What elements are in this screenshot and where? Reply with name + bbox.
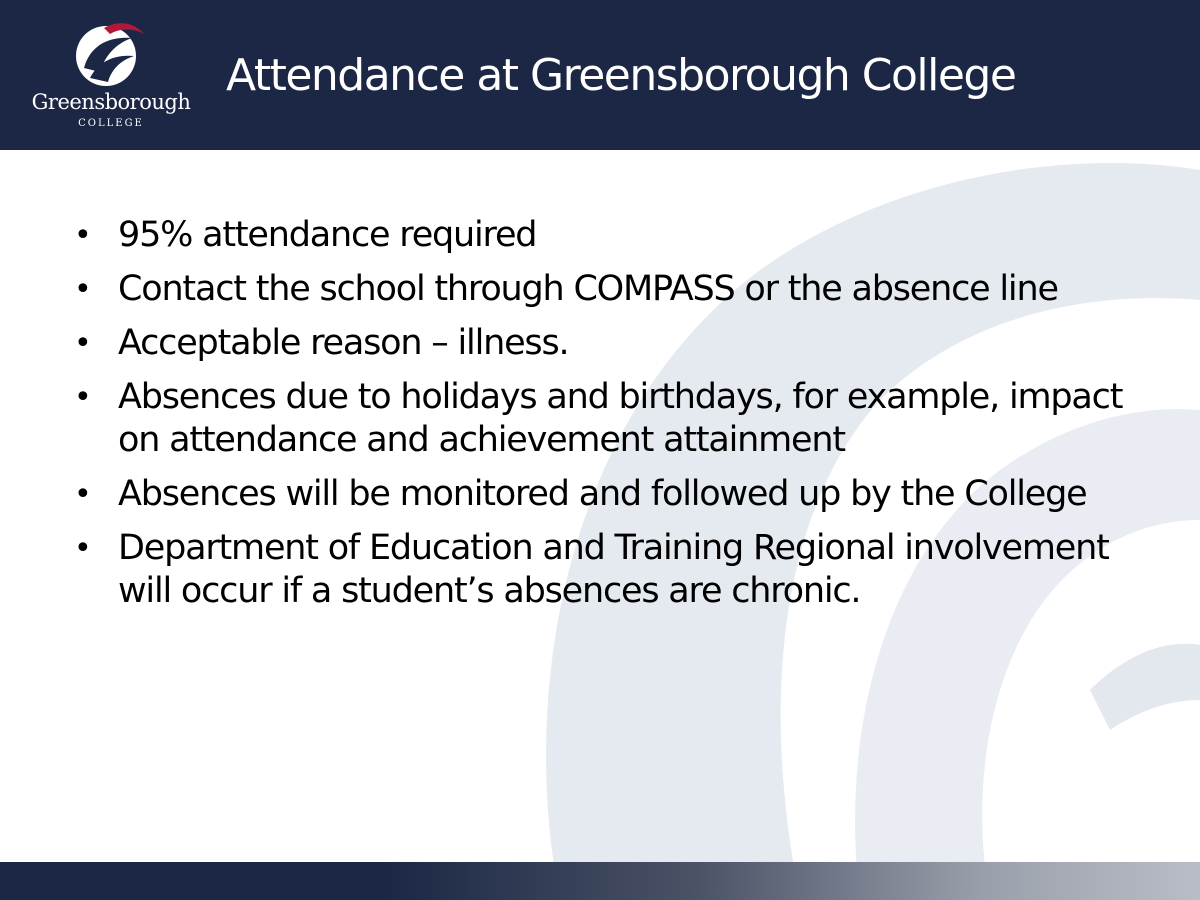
bullet-dot-icon: •: [74, 272, 91, 307]
college-logo: [22, 14, 200, 138]
bullet-dot-icon: •: [74, 477, 91, 512]
bullet-text: 95% attendance required: [118, 215, 537, 255]
title-bar: [0, 0, 1200, 150]
bullet-text: Absences due to holidays and birthdays, for example, impact on attendance and achievement attainment: [118, 377, 1123, 460]
bullet-text: Department of Education and Training Regional involvement will occur if a student’s absences are chronic.: [118, 528, 1109, 611]
bullet-list: [70, 214, 1130, 624]
logo-name: Greensborough: [31, 90, 191, 114]
bullet-item: [70, 322, 1130, 365]
bullet-dot-icon: •: [74, 326, 91, 361]
bullet-item: [70, 527, 1130, 613]
bullet-dot-icon: •: [74, 531, 91, 566]
footer-bar: [0, 862, 1200, 900]
bullet-item: [70, 214, 1130, 257]
bullet-text: Acceptable reason – illness.: [118, 323, 569, 363]
bullet-text: Absences will be monitored and followed up by the College: [118, 474, 1087, 514]
college-crest-icon: [74, 16, 146, 88]
bullet-item: [70, 473, 1130, 516]
bullet-item: [70, 376, 1130, 462]
bullet-text: Contact the school through COMPASS or the absence line: [118, 269, 1058, 309]
logo-subtitle: COLLEGE: [78, 118, 144, 129]
bullet-dot-icon: •: [74, 380, 91, 415]
slide-title: Attendance at Greensborough College: [226, 50, 1016, 101]
bullet-dot-icon: •: [74, 218, 91, 253]
bullet-item: [70, 268, 1130, 311]
